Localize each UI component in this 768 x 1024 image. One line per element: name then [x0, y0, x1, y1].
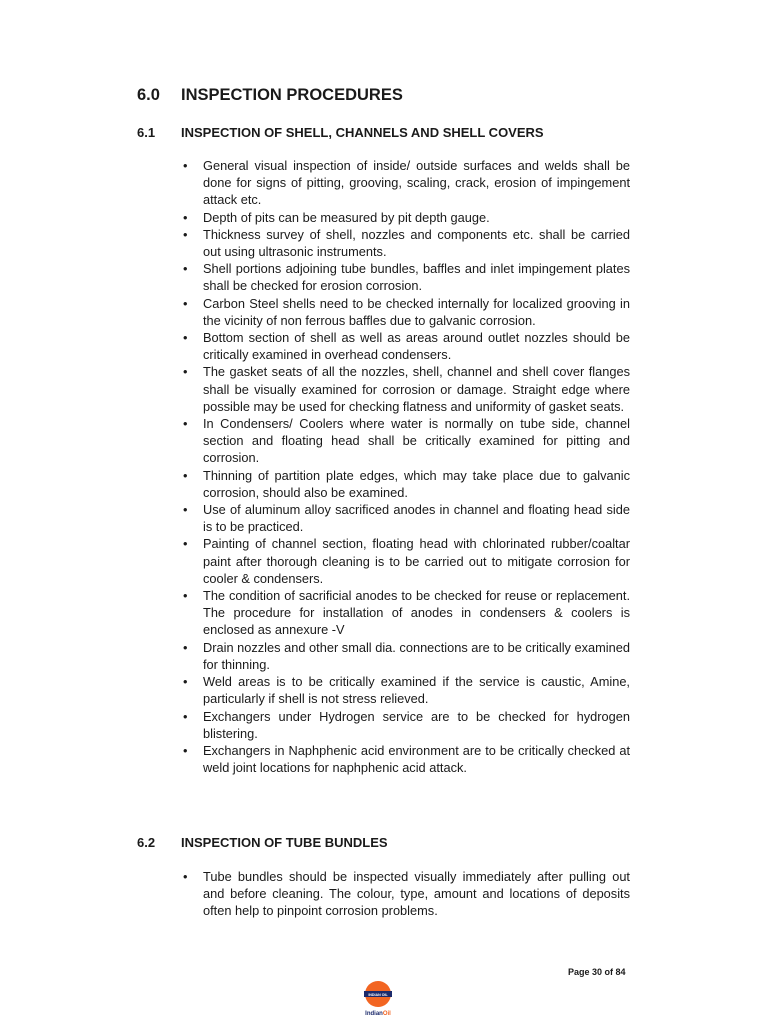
bullet-icon: •	[183, 588, 188, 604]
bullet-icon: •	[183, 158, 188, 173]
list-item-text: Painting of channel section, floating head with chlorinated rubber/coaltar paint after thorough cleaning is to be carried out to mitigate corrosion for cooler & condensers.	[203, 536, 630, 586]
list-item-text: Drain nozzles and other small dia. connections are to be critically examined for thinning.	[203, 639, 630, 672]
list-item	[180, 501, 630, 535]
subsection-heading-6-1	[137, 125, 544, 140]
bullet-icon: •	[183, 226, 188, 242]
list-item	[180, 415, 630, 467]
list-item	[180, 363, 630, 415]
bullet-icon: •	[183, 742, 188, 758]
list-item-text: Shell portions adjoining tube bundles, baffles and inlet impingement plates shall be checked for erosion corrosion.	[203, 261, 630, 294]
logo-wordmark: IndianOil	[365, 1011, 391, 1017]
page-number: Page 30 of 84	[568, 967, 626, 977]
list-item	[180, 209, 630, 226]
list-item-text: Carbon Steel shells need to be checked internally for localized grooving in the vicinity of non ferrous baffles due to galvanic corrosion.	[203, 295, 630, 328]
list-item-text: Use of aluminum alloy sacrificed anodes in channel and floating head side is to be practiced.	[203, 502, 630, 535]
list-item	[180, 535, 630, 587]
list-item	[180, 868, 630, 920]
list-item-text: The gasket seats of all the nozzles, shell, channel and shell cover flanges shall be visually examined for corrosion or damage. Straight edge where possible may be used for checking flatness and uniformity of gasket seats.	[203, 364, 630, 414]
section-title: INSPECTION PROCEDURES	[181, 86, 403, 104]
list-item-text: Depth of pits can be measured by pit depth gauge.	[203, 209, 490, 225]
subsection-number: 6.2	[137, 835, 156, 850]
list-item-text: Weld areas is to be critically examined if the service is caustic, Amine, particularly if shell is not stress relieved.	[203, 674, 630, 707]
bullet-icon: •	[183, 467, 188, 483]
list-item	[180, 329, 630, 363]
bullet-icon: •	[183, 674, 188, 690]
list-item	[180, 157, 630, 209]
bullet-icon: •	[183, 416, 188, 432]
section-heading	[137, 86, 403, 105]
list-item	[180, 295, 630, 329]
bullet-icon: •	[183, 708, 188, 724]
list-item	[180, 708, 630, 742]
list-item	[180, 226, 630, 260]
bullet-icon: •	[183, 295, 188, 311]
list-item-text: In Condensers/ Coolers where water is normally on tube side, channel section and floating head shall be critically examined for pitting and corrosion.	[203, 416, 630, 466]
subsection-number: 6.1	[137, 125, 156, 140]
logo-band-text: INDIAN OIL	[368, 992, 388, 997]
bullet-icon: •	[183, 364, 188, 380]
list-item-text: Exchangers under Hydrogen service are to be checked for hydrogen blistering.	[203, 708, 630, 741]
bullet-icon: •	[183, 330, 188, 346]
list-item-text: The condition of sacrificial anodes to be checked for reuse or replacement. The procedure for installation of anodes in condensers & coolers is enclosed as annexure -V	[203, 588, 630, 638]
bullet-icon: •	[183, 869, 188, 884]
list-item-text: Exchangers in Naphphenic acid environment are to be critically checked at weld joint locations for naphphenic acid attack.	[203, 742, 630, 776]
bullet-icon: •	[183, 209, 188, 225]
shell-inspection-list	[180, 157, 630, 776]
bullet-icon: •	[183, 639, 188, 655]
section-number: 6.0	[137, 86, 160, 104]
indianoil-logo	[362, 980, 394, 1018]
tube-bundle-inspection-list	[180, 868, 630, 920]
list-item	[180, 639, 630, 673]
bullet-icon: •	[183, 502, 188, 518]
list-item	[180, 587, 630, 639]
subsection-heading-6-2	[137, 835, 388, 850]
list-item-text: General visual inspection of inside/ outside surfaces and welds shall be done for signs of pitting, grooving, scaling, crack, erosion of impingement attack etc.	[203, 158, 630, 208]
list-item-text: Thinning of partition plate edges, which may take place due to galvanic corrosion, should also be examined.	[203, 467, 630, 500]
list-item	[180, 260, 630, 294]
subsection-title: INSPECTION OF TUBE BUNDLES	[181, 835, 388, 850]
bullet-icon: •	[183, 261, 188, 277]
bullet-icon: •	[183, 536, 188, 552]
list-item	[180, 742, 630, 776]
subsection-title: INSPECTION OF SHELL, CHANNELS AND SHELL COVERS	[181, 125, 544, 140]
list-item-text: Bottom section of shell as well as areas around outlet nozzles should be critically examined in overhead condensers.	[203, 330, 630, 363]
list-item-text: Thickness survey of shell, nozzles and components etc. shall be carried out using ultrasonic instruments.	[203, 226, 630, 260]
list-item-text: Tube bundles should be inspected visually immediately after pulling out and before cleaning. The colour, type, amount and locations of deposits often help to pinpoint corrosion problems.	[203, 869, 630, 919]
list-item	[180, 673, 630, 707]
list-item	[180, 467, 630, 501]
